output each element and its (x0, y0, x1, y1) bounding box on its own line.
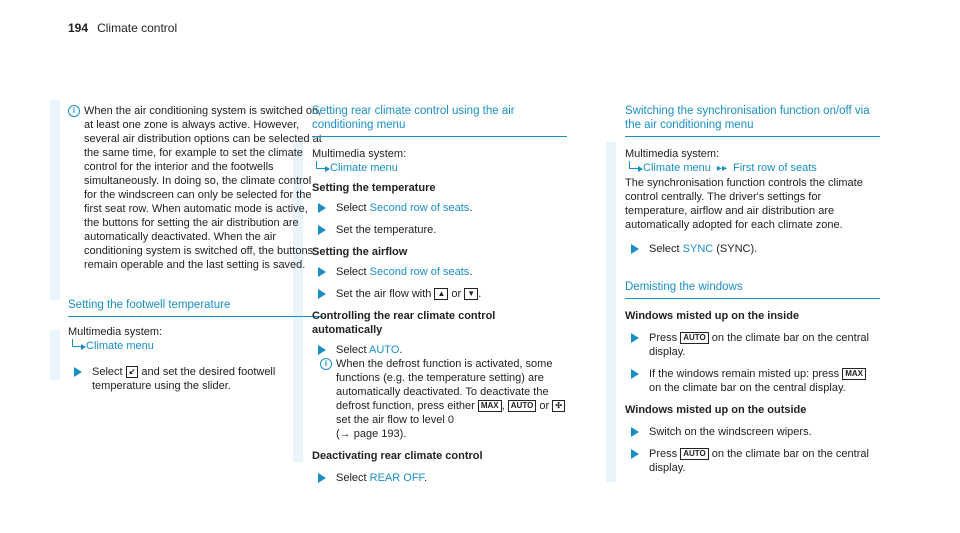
step-arrow-icon (631, 333, 639, 343)
section-title: Climate control (97, 21, 178, 35)
info-icon: i (68, 105, 80, 117)
footwell-icon[interactable]: ↙ (126, 366, 139, 378)
margin-bar (50, 330, 60, 380)
info-icon: i (320, 358, 332, 370)
step: Select ↙ and set the desired footwell temperature using the slider. (68, 365, 323, 393)
heading-footwell: Setting the footwell temperature (68, 298, 323, 317)
system-label: Multimedia system: (625, 148, 720, 160)
submenu-arrow-icon (72, 339, 81, 347)
step: Press AUTO on the climate bar on the central display. (625, 331, 880, 359)
menu-path[interactable]: Climate menu ▸▸ First row of seats (625, 161, 880, 176)
subheading: Setting the airflow (312, 246, 408, 258)
option-link[interactable]: Second row of seats (369, 266, 470, 278)
step-arrow-icon (318, 345, 326, 355)
option-link[interactable]: AUTO (369, 344, 400, 356)
step-arrow-icon (631, 427, 639, 437)
step-arrow-icon (631, 449, 639, 459)
submenu-arrow-icon (629, 161, 638, 169)
note: i When the defrost function is activated, some functions (e.g. the temperature setting) are automatically deactivated. To deactivate the defrost function, press either MAX , AUTO or ✣ set the air flow to level 0 (→ page 193). (320, 357, 567, 441)
option-link[interactable]: REAR OFF (369, 472, 425, 484)
menu-path[interactable]: Climate menu (312, 161, 567, 175)
page-header (68, 21, 177, 35)
up-button-icon[interactable]: ▲ (434, 288, 448, 300)
column-right (625, 104, 880, 475)
step-arrow-icon (318, 203, 326, 213)
step: Press AUTO on the climate bar on the central display. (625, 447, 880, 475)
step: Select REAR OFF. (312, 471, 567, 485)
step-arrow-icon (318, 289, 326, 299)
system-label: Multimedia system: (68, 326, 163, 338)
auto-icon[interactable]: AUTO (508, 400, 537, 412)
note: i When the air conditioning system is switched on, at least one zone is always active. However, several air distribution options can be selected at the same time, for example to set the climate control for the interior and the footwells simultaneously. In doing so, the climate control for the windscreen can only be selected for the first seat row. When automatic mode is active, the buttons for setting the air distribution are automatically deactivated. When the air conditioning system is switched off, the buttons remain operable and the last setting is saved. (68, 104, 323, 272)
down-button-icon[interactable]: ▼ (464, 288, 478, 300)
fan-icon[interactable]: ✣ (552, 400, 565, 412)
auto-icon[interactable]: AUTO (680, 332, 709, 344)
step-arrow-icon (318, 473, 326, 483)
margin-bar (50, 100, 60, 300)
step: Set the air flow with ▲ or ▼ . (312, 287, 567, 301)
option-link[interactable]: SYNC (682, 243, 714, 255)
system-label: Multimedia system: (312, 148, 407, 160)
subheading: Setting the temperature (312, 182, 436, 194)
column-middle (312, 104, 567, 485)
max-defrost-icon[interactable]: MAX (478, 400, 502, 412)
step: Select SYNC (SYNC). (625, 242, 880, 256)
step-arrow-icon (631, 369, 639, 379)
double-chevron-icon: ▸▸ (716, 163, 727, 174)
subheading: Windows misted up on the inside (625, 310, 800, 322)
step: Select AUTO. (312, 343, 567, 357)
step: Select Second row of seats. (312, 265, 567, 279)
step-arrow-icon (318, 267, 326, 277)
heading-demist: Demisting the windows (625, 280, 880, 299)
option-link[interactable]: Second row of seats (369, 202, 470, 214)
heading-sync: Switching the synchronisation function on/off via the air conditioning menu (625, 104, 880, 137)
page-number: 194 (68, 21, 89, 35)
max-defrost-icon[interactable]: MAX (842, 368, 866, 380)
subheading: Deactivating rear climate control (312, 450, 483, 462)
step: Select Second row of seats. (312, 201, 567, 215)
step-arrow-icon (631, 244, 639, 254)
column-left (68, 104, 323, 393)
menu-path[interactable]: Climate menu (68, 339, 323, 353)
step-arrow-icon (318, 225, 326, 235)
submenu-arrow-icon (316, 161, 325, 169)
heading-rear-climate: Setting rear climate control using the air conditioning menu (312, 104, 567, 137)
step-arrow-icon (74, 367, 82, 377)
subheading: Controlling the rear climate control automatically (312, 310, 496, 336)
step: Set the temperature. (312, 223, 567, 237)
step: If the windows remain misted up: press MAX on the climate bar on the central display. (625, 367, 880, 395)
subheading: Windows misted up on the outside (625, 404, 807, 416)
margin-bar (606, 142, 616, 482)
body-text: The synchronisation function controls the climate control centrally. The driver's settings for temperature, airflow and air distribution are automatically adopted for each climate zone. (625, 177, 863, 231)
auto-icon[interactable]: AUTO (680, 448, 709, 460)
step: Switch on the windscreen wipers. (625, 425, 880, 439)
